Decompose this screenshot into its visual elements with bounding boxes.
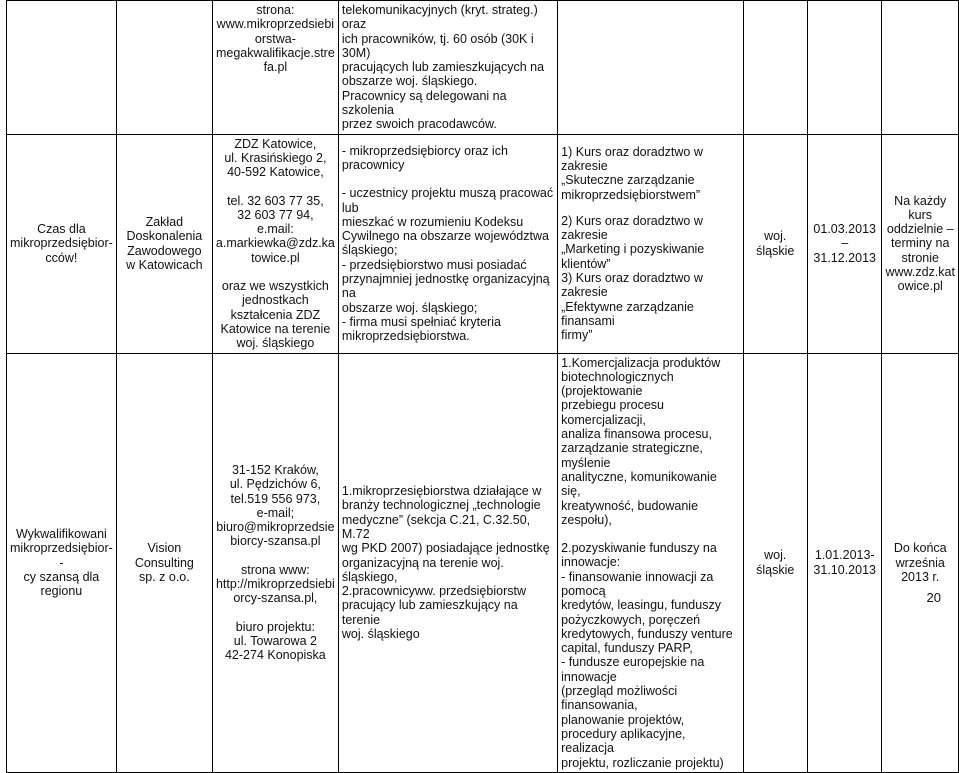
region: woj. śląskie bbox=[743, 134, 807, 353]
organizer-name: Zakład Doskonalenia Zawodowego w Katowicach bbox=[116, 134, 212, 353]
table-row-project-1 bbox=[7, 134, 959, 353]
support-cell bbox=[558, 353, 743, 772]
contact-address: ZDZ Katowice, ul. Krasińskiego 2, 40-592 Katowice, bbox=[224, 136, 327, 180]
course-2-3: 2) Kurs oraz doradztwo w zakresie „Marketing i pozyskiwanie klientów” 3) Kurs oraz doradztwo w zakresie „Efektywne zarządzanie finansami firmy” bbox=[561, 213, 705, 343]
table-row-project-2 bbox=[7, 353, 959, 772]
support-2: 2.pozyskiwanie funduszy na innowacje: - finansowanie innowacji za pomocą kredytów, leasingu, funduszy pożyczkowych, poręczeń kredytowych, funduszy venture capital, funduszy PARP, - fundusze europejskie na innowacje (przegląd możliwości finansowania, planowanie projektów, procedury aplikacyjne, realizacja projektu, rozliczanie projektu) bbox=[561, 541, 733, 770]
cell-organizer-continued bbox=[116, 1, 212, 135]
contact-cell bbox=[212, 134, 338, 353]
target-group-cell bbox=[338, 134, 557, 353]
region: woj. śląskie bbox=[743, 353, 807, 772]
organizer-name: Vision Consulting sp. z o.o. bbox=[116, 353, 212, 772]
info-note: Na każdy kurs oddzielnie – terminy na stronie www.zdz.kat owice.pl bbox=[882, 134, 959, 353]
info-note: Do końca września 2013 r. bbox=[882, 353, 959, 772]
eligibility-conditions: - uczestnicy projektu muszą pracować lub mieszkać w rozumieniu Kodeksu Cywilnego na obszarze województwa śląskiego; - przedsiębiorstwo musi posiadać przynajmniej jednostkę organizacyjną na obszarze woj. śląskiego; - firma musi spełniać kryteria mikroprzedsiębiorstwa. bbox=[341, 186, 554, 344]
cell-region-continued bbox=[743, 1, 807, 135]
target-group-title: - mikroprzedsiębiorcy oraz ich pracownicy bbox=[341, 143, 508, 172]
contact-website: strona www: http://mikroprzedsiebi orcy-szansa.pl, bbox=[215, 562, 335, 606]
support-1: 1.Komercjalizacja produktów biotechnologicznych (projektowanie przebiegu procesu komercjalizacji, analiza finansowa procesu, zarządzanie strategiczne, myślenie analityczne, komunikowanie się, kreatywność, budowanie zespołu), bbox=[561, 355, 721, 527]
table-row-continuation bbox=[7, 1, 959, 135]
contact-phone-email: tel. 32 603 77 35, 32 603 77 94, e.mail: a.markiewka@zdz.ka towice.pl bbox=[215, 193, 335, 265]
cell-description-continued: telekomunikacyjnych (kryt. strateg.) oraz ich pracowników, tj. 60 osób (30K i 30M) pracujących lub zamieszkujących na obszarze woj. śląskiego. Pracownicy są delegowani na szkolenia przez swoich pracodawców. bbox=[338, 1, 557, 135]
cell-contact-website: strona: www.mikroprzedsiebi orstwa- megakwalifikacje.stre fa.pl bbox=[212, 1, 338, 135]
courses-table bbox=[6, 0, 959, 773]
contact-units: oraz we wszystkich jednostkach kształcenia ZDZ Katowice na terenie woj. śląskiego bbox=[220, 279, 331, 351]
contact-cell bbox=[212, 353, 338, 772]
contact-address: 31-152 Kraków, ul. Pędzichów 6, tel.519 556 973, e-mail; biuro@mikroprzedsie biorcy-szansa.pl bbox=[216, 462, 335, 549]
project-name: Wykwalifikowani mikroprzedsiębior-- cy szansą dla regionu bbox=[7, 353, 117, 772]
target-group: 1.mikroprzesiębiorstwa działające w branży technologicznej „technologie medyczne” (sekcja C.21, C.32.50, M.72 wg PKD 2007) posiadające jednostkę organizacyjną na terenie woj. śląskiego, 2.pracownicyww. przedsiębiorstw pracujący lub zamieszkujący na terenie woj. śląskiego bbox=[338, 353, 557, 772]
cell-info-continued bbox=[882, 1, 959, 135]
cell-courses-continued bbox=[558, 1, 743, 135]
project-name: Czas dla mikroprzedsiębior- cców! bbox=[7, 134, 117, 353]
page-number: 20 bbox=[926, 590, 941, 605]
cell-project-continued bbox=[7, 1, 117, 135]
course-1: 1) Kurs oraz doradztwo w zakresie „Skuteczne zarządzanie mikroprzedsiębiorstwem” bbox=[561, 144, 703, 202]
courses-cell bbox=[558, 134, 743, 353]
contact-office: biuro projektu: ul. Towarowa 2 42-274 Konopiska bbox=[224, 619, 326, 663]
date-range: 1.01.2013- 31.10.2013 bbox=[807, 353, 882, 772]
cell-dates-continued bbox=[807, 1, 882, 135]
date-range: 01.03.2013 – 31.12.2013 bbox=[807, 134, 882, 353]
